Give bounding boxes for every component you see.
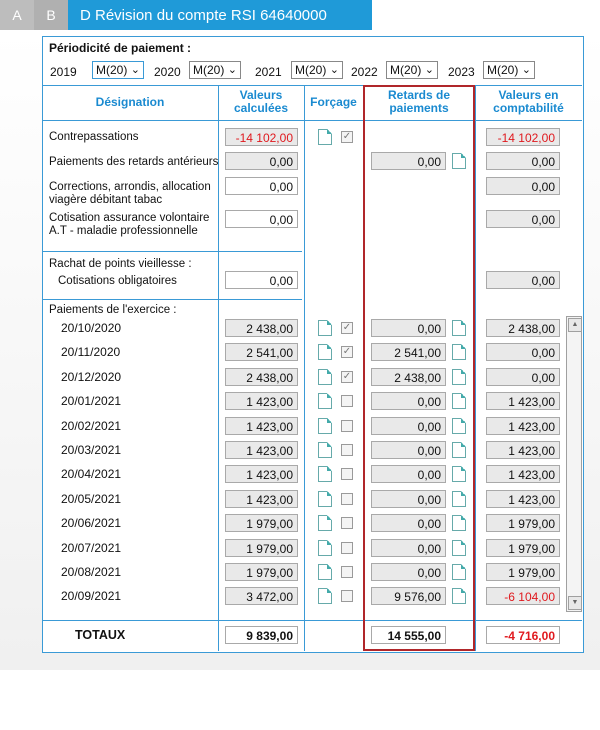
- periodicity-select[interactable]: [386, 61, 438, 79]
- payment-date: 20/08/2021: [61, 565, 122, 579]
- scroll-down-icon[interactable]: ▼: [568, 596, 582, 610]
- payment-retard: 0,00: [371, 490, 446, 508]
- divider: [42, 120, 582, 121]
- breadcrumb-a[interactable]: [0, 0, 34, 30]
- payment-date: 20/10/2020: [61, 321, 122, 335]
- forcage-checkbox[interactable]: [341, 566, 353, 578]
- header-compta-2: comptabilité: [493, 101, 564, 115]
- compta-contrepassations: -14 102,00: [486, 128, 560, 146]
- compta-rachat: 0,00: [486, 271, 560, 289]
- payment-retard: 2 438,00: [371, 368, 446, 386]
- payment-retard: 9 576,00: [371, 587, 446, 605]
- calc-rachat-input[interactable]: 0,00: [225, 271, 298, 289]
- divider: [218, 85, 219, 651]
- year-label: 2021: [255, 65, 282, 79]
- document-icon[interactable]: [318, 466, 332, 482]
- year-label: 2022: [351, 65, 378, 79]
- periodicity-select-value: M(20): [390, 63, 422, 77]
- divider: [42, 620, 582, 621]
- forcage-checkbox[interactable]: [341, 590, 353, 602]
- periodicity-select-value: M(20): [295, 63, 327, 77]
- document-icon[interactable]: [318, 369, 332, 385]
- payment-calc: 1 423,00: [225, 392, 298, 410]
- document-icon[interactable]: [318, 540, 332, 556]
- document-icon[interactable]: [318, 344, 332, 360]
- payment-compta: 1 979,00: [486, 539, 560, 557]
- breadcrumb-a-label: A: [12, 7, 22, 23]
- chevron-down-icon: ⌄: [130, 64, 140, 76]
- row-label-cotisation-2: A.T - maladie professionnelle: [49, 225, 198, 237]
- payment-compta: 1 979,00: [486, 563, 560, 581]
- forcage-checkbox[interactable]: ✓: [342, 370, 352, 382]
- header-calc-2: calculées: [233, 101, 289, 115]
- payment-calc: 3 472,00: [225, 587, 298, 605]
- document-icon[interactable]: [318, 418, 332, 434]
- rachat-sub-label: Cotisations obligatoires: [58, 275, 177, 287]
- rachat-label: Rachat de points vieillesse :: [49, 258, 192, 270]
- payment-calc: 2 438,00: [225, 368, 298, 386]
- row-label-corrections-2: viagère débitant tabac: [49, 194, 163, 206]
- compta-paiements-anterieurs: 0,00: [486, 152, 560, 170]
- compta-cotisation: 0,00: [486, 210, 560, 228]
- payment-retard: 0,00: [371, 514, 446, 532]
- breadcrumb-d[interactable]: [68, 0, 372, 30]
- periodicity-select-value: M(20): [487, 63, 519, 77]
- forcage-checkbox[interactable]: [341, 542, 353, 554]
- payment-calc: 1 423,00: [225, 417, 298, 435]
- header-compta-1: Valeurs en: [498, 88, 559, 102]
- periodicity-select[interactable]: [291, 61, 343, 79]
- year-label: 2020: [154, 65, 181, 79]
- payment-compta: 1 423,00: [486, 465, 560, 483]
- payment-compta: -6 104,00: [486, 587, 560, 605]
- scrollbar[interactable]: [566, 316, 582, 612]
- payment-compta: 0,00: [486, 343, 560, 361]
- chevron-down-icon: ⌄: [227, 64, 237, 76]
- payment-compta: 0,00: [486, 368, 560, 386]
- payment-calc: 1 423,00: [225, 465, 298, 483]
- forcage-checkbox[interactable]: [341, 420, 353, 432]
- payment-calc: 1 979,00: [225, 539, 298, 557]
- payment-retard: 0,00: [371, 539, 446, 557]
- totals-retard: 14 555,00: [371, 626, 446, 644]
- payment-compta: 1 423,00: [486, 417, 560, 435]
- payment-calc: 1 979,00: [225, 514, 298, 532]
- row-label-cotisation-1: Cotisation assurance volontaire: [49, 212, 210, 224]
- chevron-down-icon: ⌄: [521, 64, 531, 76]
- calc-cotisation-input[interactable]: 0,00: [225, 210, 298, 228]
- calc-corrections-input[interactable]: 0,00: [225, 177, 298, 195]
- calc-contrepassations: -14 102,00: [225, 128, 298, 146]
- exercice-label: Paiements de l'exercice :: [49, 304, 177, 316]
- divider: [475, 85, 476, 651]
- divider: [304, 85, 305, 651]
- forcage-checkbox[interactable]: [341, 444, 353, 456]
- payment-calc: 2 541,00: [225, 343, 298, 361]
- retard-paiements-anterieurs: 0,00: [371, 152, 446, 170]
- document-icon[interactable]: [318, 515, 332, 531]
- chevron-down-icon: ⌄: [424, 64, 434, 76]
- payment-retard: 0,00: [371, 319, 446, 337]
- totals-calc: 9 839,00: [225, 626, 298, 644]
- divider: [42, 85, 582, 86]
- header-calc-1: Valeurs: [239, 88, 283, 102]
- payment-date: 20/06/2021: [61, 516, 122, 531]
- header-retards-2: paiements: [389, 101, 449, 115]
- breadcrumb-b[interactable]: [34, 0, 68, 30]
- page-title: D Révision du compte RSI 64640000: [80, 6, 327, 24]
- payment-retard: 0,00: [371, 417, 446, 435]
- periodicity-select[interactable]: [92, 61, 144, 79]
- retards-highlight: [363, 85, 475, 651]
- payment-date: 20/07/2021: [61, 540, 122, 555]
- document-icon[interactable]: [318, 491, 332, 507]
- forcage-checkbox[interactable]: [341, 468, 353, 480]
- row-label-corrections-1: Corrections, arrondis, allocation: [49, 181, 211, 193]
- payment-date: 20/09/2021: [61, 589, 122, 604]
- payment-calc: 1 423,00: [225, 441, 298, 459]
- periodicity-select[interactable]: [483, 61, 535, 79]
- breadcrumb-b-label: B: [46, 7, 56, 23]
- payment-compta: 1 979,00: [486, 514, 560, 532]
- payment-retard: 0,00: [371, 465, 446, 483]
- document-icon[interactable]: [318, 564, 332, 580]
- forcage-checkbox[interactable]: [341, 493, 353, 505]
- payment-retard: 0,00: [371, 392, 446, 410]
- payment-compta: 1 423,00: [486, 490, 560, 508]
- periodicity-select-value: M(20): [96, 63, 128, 77]
- payment-compta: 1 423,00: [486, 441, 560, 459]
- compta-corrections: 0,00: [486, 177, 560, 195]
- row-label-contrepassations: Contrepassations: [49, 131, 139, 143]
- payment-compta: 1 423,00: [486, 392, 560, 410]
- periodicity-select[interactable]: [189, 61, 241, 79]
- payment-calc: 1 979,00: [225, 563, 298, 581]
- periodicity-select-value: M(20): [193, 63, 225, 77]
- document-icon[interactable]: [318, 588, 332, 604]
- payment-date: 20/02/2021: [61, 418, 122, 433]
- forcage-checkbox[interactable]: [341, 395, 353, 407]
- payment-date: 20/03/2021: [61, 443, 122, 457]
- payment-date: 20/12/2020: [61, 369, 122, 384]
- header-forcage: Forçage: [310, 95, 357, 109]
- document-icon[interactable]: [318, 442, 332, 458]
- payment-date: 20/11/2020: [61, 345, 121, 360]
- periodicity-label: Périodicité de paiement :: [49, 41, 192, 55]
- payment-compta: 2 438,00: [486, 319, 560, 337]
- forcage-checkbox[interactable]: ✓: [342, 322, 352, 333]
- forcage-checkbox[interactable]: ✓: [342, 131, 352, 142]
- forcage-checkbox[interactable]: ✓: [342, 346, 352, 358]
- chevron-down-icon: ⌄: [329, 64, 339, 76]
- forcage-checkbox[interactable]: [341, 517, 353, 529]
- year-label: 2023: [448, 65, 475, 79]
- divider: [42, 299, 302, 300]
- calc-paiements-anterieurs: 0,00: [225, 152, 298, 170]
- document-icon[interactable]: [318, 393, 332, 409]
- payment-retard: 2 541,00: [371, 343, 446, 361]
- row-label-paiements-anterieurs: Paiements des retards antérieurs: [49, 156, 219, 168]
- payment-date: 20/05/2021: [61, 491, 122, 506]
- totals-label: TOTAUX: [75, 628, 126, 642]
- document-icon[interactable]: [318, 129, 332, 145]
- payment-calc: 2 438,00: [225, 319, 298, 337]
- payment-date: 20/04/2021: [61, 467, 122, 482]
- chevron-icon: [360, 0, 370, 30]
- document-icon[interactable]: [318, 320, 332, 336]
- header-retards-1: Retards de: [387, 88, 451, 102]
- payment-retard: 0,00: [371, 441, 446, 459]
- totals-compta: -4 716,00: [486, 626, 560, 644]
- year-label: 2019: [50, 65, 77, 79]
- payment-calc: 1 423,00: [225, 490, 298, 508]
- scroll-up-icon[interactable]: ▲: [568, 318, 582, 332]
- divider: [42, 251, 302, 252]
- payment-date: 20/01/2021: [61, 394, 122, 409]
- header-designation: Désignation: [95, 95, 165, 109]
- payment-retard: 0,00: [371, 563, 446, 581]
